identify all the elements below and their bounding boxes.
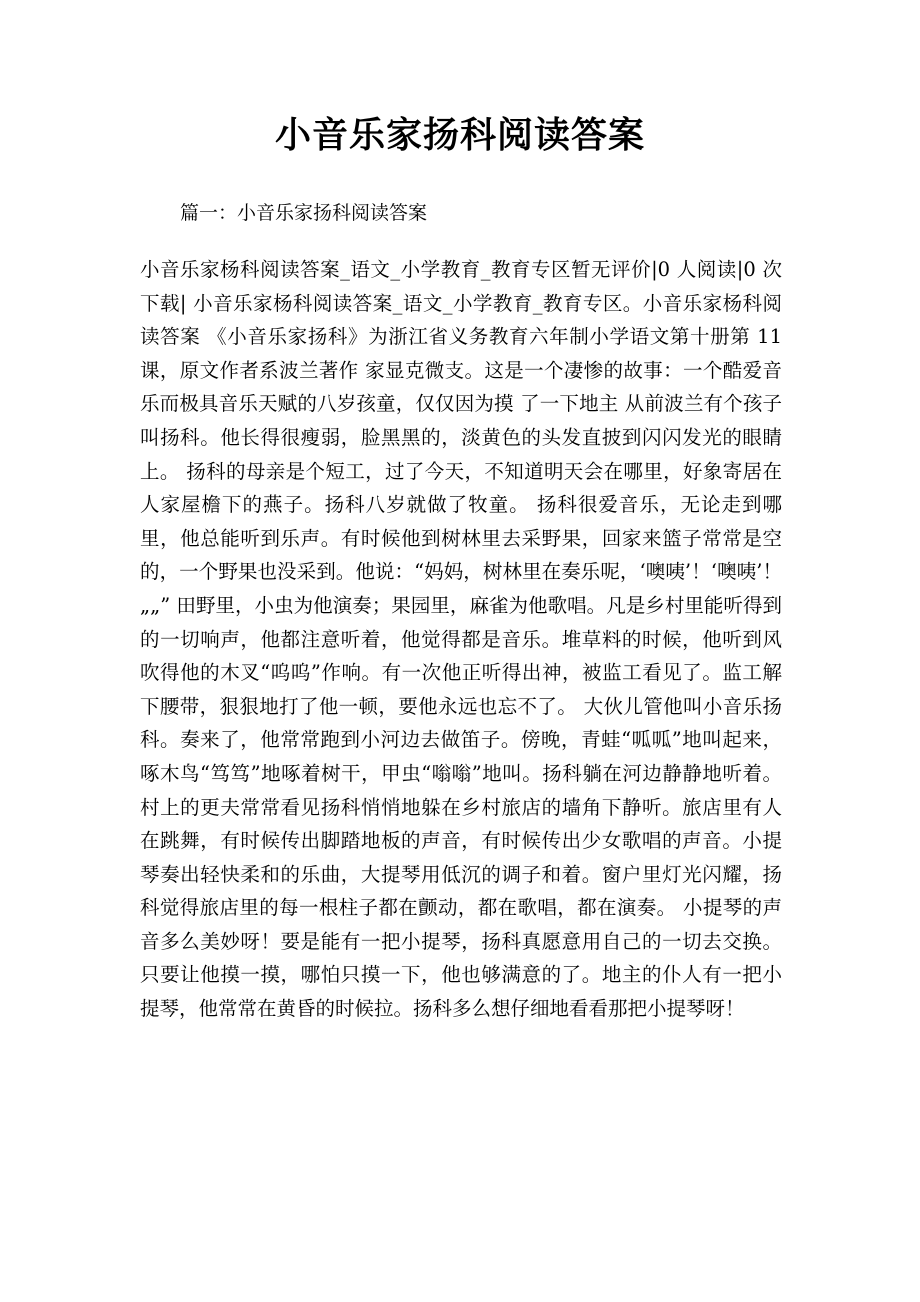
section-heading: 篇一：小音乐家扬科阅读答案 bbox=[180, 202, 428, 224]
body-paragraph: 小音乐家杨科阅读答案_语文_小学教育_教育专区暂无评价|0 人阅读|0 次下载| 小音乐家杨科阅读答案_语文_小学教育_教育专区。小音乐家杨科阅读答案 《小音乐家扬科》为浙江省义务教育六年制小学语文第十册第 11 课，原文作者系波兰著作 家显克微支。这是一个凄惨的故事：一个酷爱音乐而极具音乐天赋的八岁孩童，仅仅因为摸 了一下地主 从前波兰有个孩子叫扬科。他长得很瘦弱，脸黑黑的，淡黄色的头发直披到闪闪发光的眼睛上。 扬科的母亲是个短工，过了今天，不知道明天会在哪里，好象寄居在人家屋檐下的燕子。扬科八岁就做了牧童。 扬科很爱音乐，无论走到哪里，他总能听到乐声。有时候他到树林里去采野果，回家来篮子常常是空的，一个野果也没采到。他说：“妈妈，树林里在奏乐呢，‘噢咦’！‘噢咦’！„„” 田野里，小虫为他演奏；果园里，麻雀为他歌唱。凡是乡村里能听得到的一切响声，他都注意听着，他觉得都是音乐。堆草料的时候，他听到风吹得他的木叉“呜呜”作响。有一次他正听得出神，被监工看见了。监工解下腰带，狠狠地打了他一顿，要他永远也忘不了。 大伙儿管他叫小音乐扬科。奏来了，他常常跑到小河边去做笛子。傍晚，青蛙“呱呱”地叫起来，啄木鸟“笃笃”地啄着树干，甲虫“嗡嗡”地叫。扬科躺在河边静静地听着。 村上的更夫常常看见扬科悄悄地躲在乡村旅店的墙角下静听。旅店里有人在跳舞，有时候传出脚踏地板的声音，有时候传出少女歌唱的声音。小提琴奏出轻快柔和的乐曲，大提琴用低沉的调子和着。窗户里灯光闪耀，扬科觉得旅店里的每一根柱子都在颤动，都在歌唱，都在演奏。 小提琴的声音多么美妙呀！要是能有一把小提琴，扬科真愿意用自己的一切去交换。只要让他摸一摸，哪怕只摸一下，他也够满意的了。地主的仆人有一把小提琴，他常常在黄昏的时候拉。扬科多么想仔细地看看那把小提琴呀！ bbox=[140, 258, 782, 1021]
document-title: 小音乐家扬科阅读答案 bbox=[274, 114, 645, 156]
